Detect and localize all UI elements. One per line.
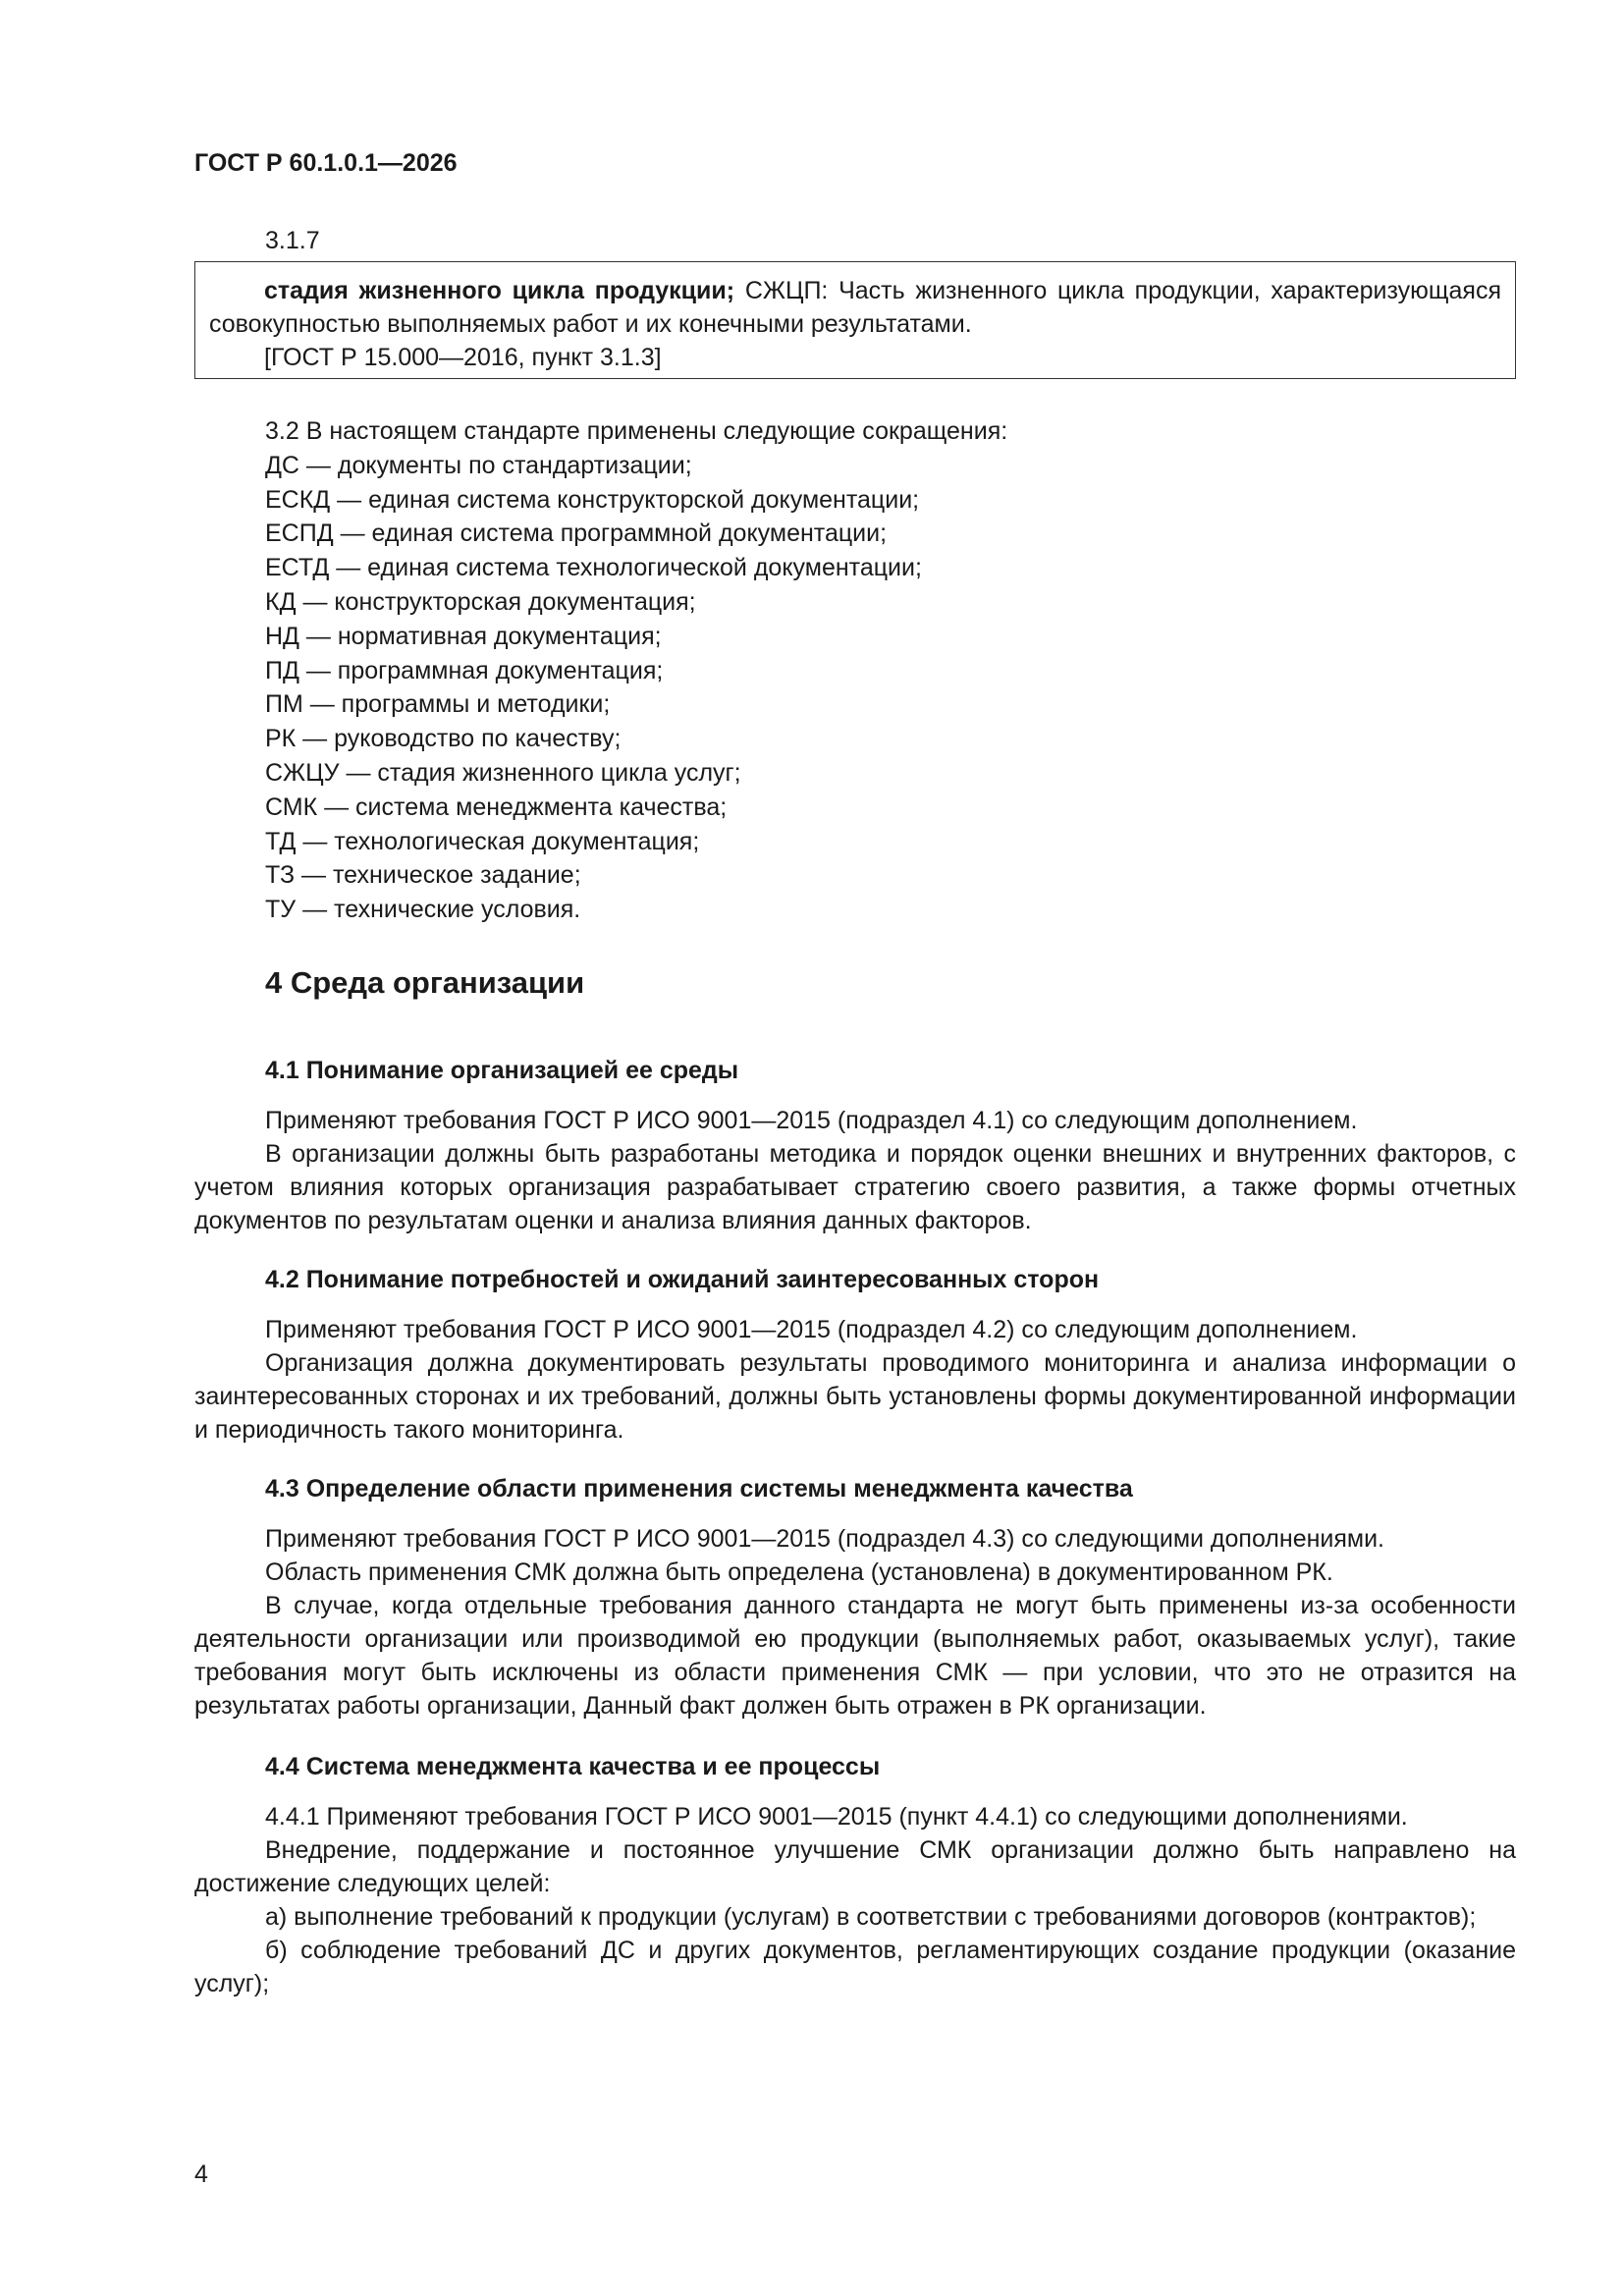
page-number: 4 <box>194 2160 208 2188</box>
list-item-a: а) выполнение требований к продукции (услугам) в соответствии с требованиями договоров (контрактов); <box>265 1903 1477 1931</box>
section-4-1-title: 4.1 Понимание организацией ее среды <box>265 1057 739 1084</box>
paragraph: 4.4.1 Применяют требования ГОСТ Р ИСО 9001—2015 (пункт 4.4.1) со следующими дополнениями. <box>265 1803 1408 1831</box>
term-number: 3.1.7 <box>265 227 320 254</box>
list-item: ТД — технологическая документация; <box>265 827 700 855</box>
list-item: КД — конструкторская документация; <box>265 587 696 616</box>
term-name: стадия жизненного цикла продукции; <box>264 277 735 304</box>
list-item: ПД — программная документация; <box>265 656 664 684</box>
paragraph: В организации должны быть разработаны методика и порядок оценки внешних и внутренних факторов, с учетом влияния которых организация разрабатывает стратегию своего развития, а также формы отчетных документов по результатам оценки и анализа влияния данных факторов. <box>194 1140 1516 1234</box>
abbreviations-intro: 3.2 В настоящем стандарте применены следующие сокращения: <box>265 417 1008 445</box>
section-4-2-body <box>194 1313 1516 1447</box>
paragraph: Применяют требования ГОСТ Р ИСО 9001—2015 (подраздел 4.3) со следующими дополнениями. <box>265 1525 1385 1553</box>
paragraph: Применяют требования ГОСТ Р ИСО 9001—2015 (подраздел 4.1) со следующим дополнением. <box>265 1107 1358 1134</box>
section-4-3-body <box>194 1522 1516 1722</box>
section-4-title: 4 Среда организации <box>265 965 585 1000</box>
document-header: ГОСТ Р 60.1.0.1—2026 <box>194 149 458 177</box>
section-4-4-title: 4.4 Система менеджмента качества и ее процессы <box>265 1753 881 1780</box>
section-4-1-body <box>194 1104 1516 1237</box>
paragraph: В случае, когда отдельные требования данного стандарта не могут быть применены из-за особенности деятельности организации или производимой ею продукции (выполняемых работ, оказываемых услуг), такие требования могут быть исключены из области применения СМК — при условии, что это не отразится на результатах работы организации, Данный факт должен быть отражен в РК организации. <box>194 1592 1516 1720</box>
paragraph: Внедрение, поддержание и постоянное улучшение СМК организации должно быть направлено на достижение следующих целей: <box>194 1836 1516 1897</box>
abbreviations-list <box>265 414 1007 927</box>
section-4-3-title: 4.3 Определение области применения системы менеджмента качества <box>265 1475 1133 1503</box>
section-4-4-body <box>194 1800 1516 2000</box>
list-item: СМК — система менеджмента качества; <box>265 793 728 821</box>
term-definition: СЖЦП: Часть жизненного цикла продукции, характеризующаяся совокупностью выполняемых работ и их конечными результатами. <box>209 277 1501 338</box>
paragraph: Применяют требования ГОСТ Р ИСО 9001—2015 (подраздел 4.2) со следующим дополнением. <box>265 1316 1358 1343</box>
list-item: ПМ — программы и методики; <box>265 690 611 719</box>
list-item: ЕСКД — единая система конструкторской документации; <box>265 485 920 514</box>
section-4-2-title: 4.2 Понимание потребностей и ожиданий заинтересованных сторон <box>265 1266 1100 1293</box>
list-item: РК — руководство по качеству; <box>265 725 622 753</box>
term-source: [ГОСТ Р 15.000—2016, пункт 3.1.3] <box>264 344 662 371</box>
list-item: ЕСТД — единая система технологической документации; <box>265 554 922 582</box>
list-item: ЕСПД — единая система программной документации; <box>265 519 888 548</box>
paragraph: Организация должна документировать результаты проводимого мониторинга и анализа информации о заинтересованных сторонах и их требований, должны быть установлены формы документированной информации и периодичность такого мониторинга. <box>194 1349 1516 1444</box>
list-item-b: б) соблюдение требований ДС и других документов, регламентирующих создание продукции (оказание услуг); <box>194 1937 1516 1997</box>
list-item: ТЗ — техническое задание; <box>265 861 581 890</box>
list-item: СЖЦУ — стадия жизненного цикла услуг; <box>265 758 741 787</box>
term-text <box>209 274 1501 341</box>
list-item: ТУ — технические условия. <box>265 896 581 924</box>
list-item: ДС — документы по стандартизации; <box>265 451 692 479</box>
paragraph: Область применения СМК должна быть определена (установлена) в документированном РК. <box>265 1558 1333 1586</box>
term-definition-box <box>194 261 1516 379</box>
list-item: НД — нормативная документация; <box>265 622 662 650</box>
